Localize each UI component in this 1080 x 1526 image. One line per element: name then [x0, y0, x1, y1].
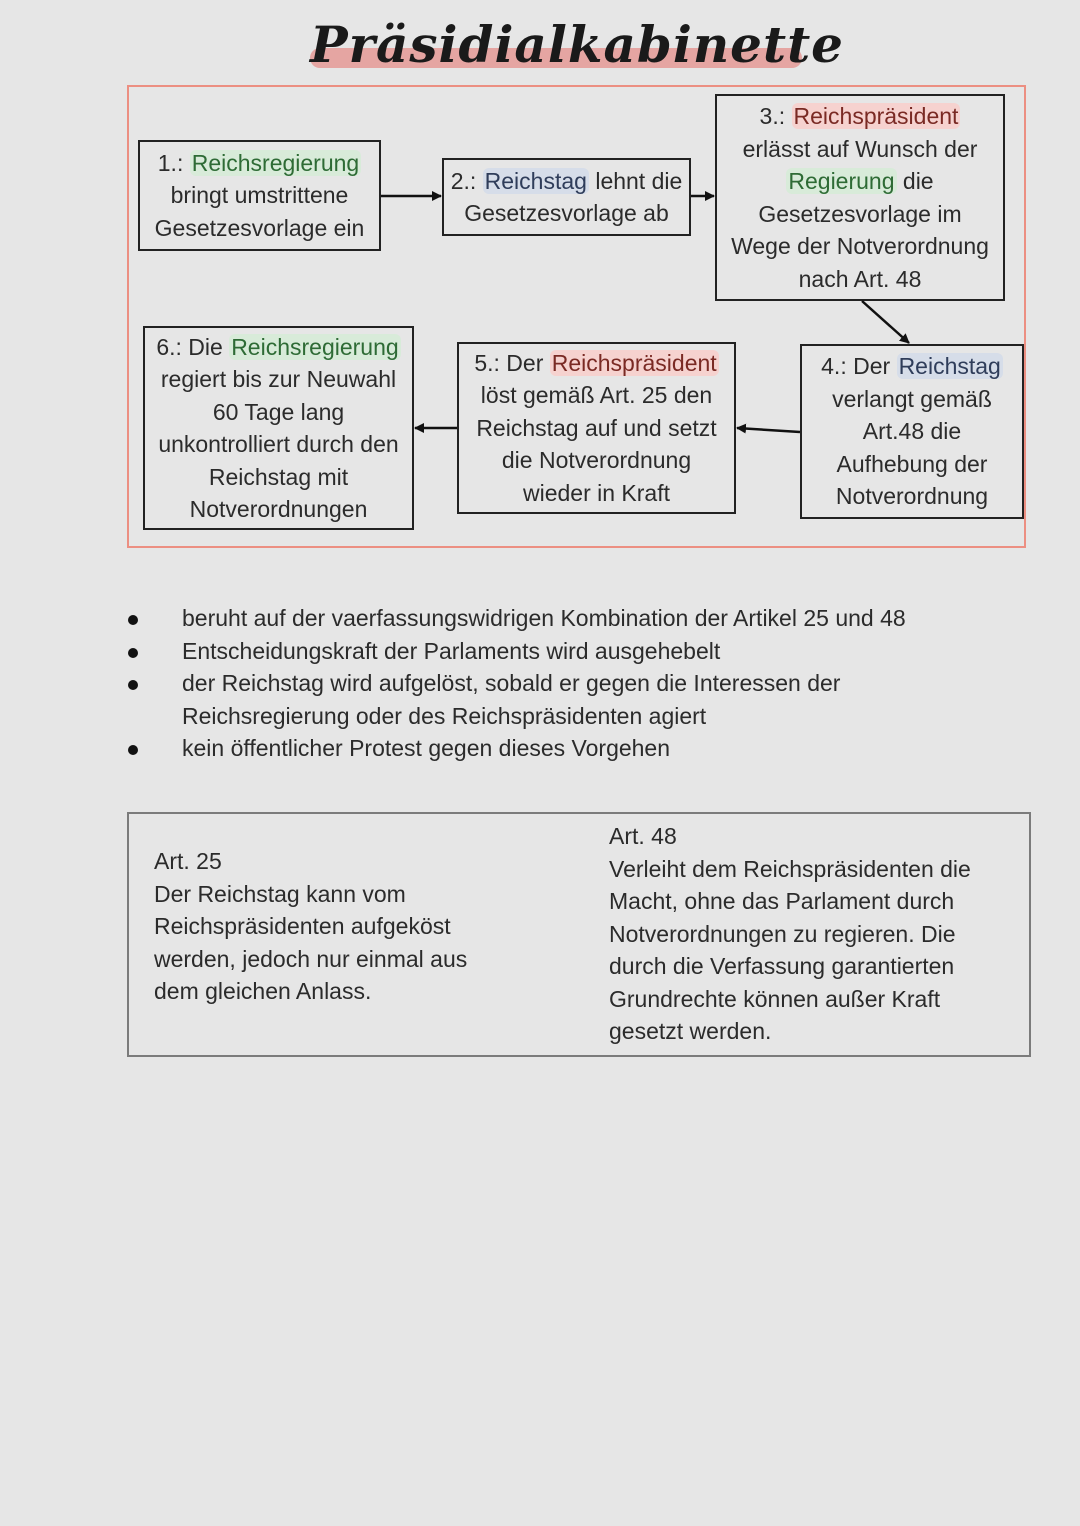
- step-5-prefix: 5.: Der: [474, 349, 550, 376]
- article-25-heading: Art. 25: [154, 848, 222, 874]
- article-25-text: Der Reichstag kann vom: [154, 880, 406, 907]
- article-25: [154, 845, 514, 1008]
- list-item: kein öffentlicher Protest gegen dieses Vorgehen: [120, 732, 1020, 765]
- step-3-text: Gesetzesvorlage im: [758, 200, 962, 227]
- flow-step-1: [138, 140, 381, 251]
- step-4-prefix: 4.: Der: [821, 353, 897, 380]
- step-4-text: Notverordnung: [835, 483, 989, 510]
- step-2-prefix: 2.:: [450, 167, 483, 194]
- article-48-text: Verleiht dem Reichspräsidenten die: [609, 855, 971, 882]
- step-2-text: Gesetzesvorlage ab: [464, 200, 669, 226]
- step-2-suffix: lehnt die: [588, 167, 683, 194]
- step-3-text: die: [896, 168, 934, 194]
- step-5-text: Reichstag auf und setzt: [476, 414, 717, 441]
- step-3-text: Wege der Notverordnung: [731, 233, 989, 259]
- step-6-actor: Reichsregierung: [231, 333, 399, 360]
- list-item: der Reichstag wird aufgelöst, sobald er gegen die Interessen der Reichsregierung oder des Reichspräsidenten agiert: [120, 667, 1020, 732]
- step-4-text: Aufhebung der: [836, 450, 988, 477]
- article-48-text: Macht, ohne das Parlament durch: [609, 888, 955, 914]
- step-2-actor: Reichstag: [484, 167, 587, 194]
- article-48: [609, 820, 1009, 1048]
- articles-box: [127, 812, 1031, 1057]
- step-3-secondary-actor: Regierung: [788, 168, 895, 194]
- step-3-actor: Reichspräsident: [793, 103, 959, 129]
- article-25-text: dem gleichen Anlass.: [154, 978, 372, 1004]
- page-title: Präsidialkabinette: [310, 15, 844, 74]
- step-6-prefix: 6.: Die: [156, 333, 230, 360]
- step-1-prefix: 1.:: [157, 149, 190, 176]
- bullet-icon: [128, 615, 138, 625]
- step-6-text: unkontrolliert durch den: [158, 431, 399, 457]
- article-48-text: Grundrechte können außer Kraft: [609, 985, 941, 1012]
- flow-step-2: [442, 158, 691, 236]
- step-5-text: löst gemäß Art. 25 den: [480, 382, 713, 409]
- step-6-text: 60 Tage lang: [212, 398, 345, 425]
- bullet-icon: [128, 745, 138, 755]
- list-item: beruht auf der vaerfassungswidrigen Kombination der Artikel 25 und 48: [120, 602, 1020, 635]
- article-48-heading: Art. 48: [609, 823, 677, 849]
- article-48-text: durch die Verfassung garantierten: [609, 953, 955, 979]
- step-4-actor: Reichstag: [898, 353, 1001, 380]
- flow-step-6: [143, 326, 414, 530]
- step-1-text: bringt umstrittene: [170, 182, 349, 209]
- step-6-text: Notverordnungen: [189, 496, 368, 522]
- step-1-text: Gesetzesvorlage ein: [154, 214, 365, 241]
- step-3-prefix: 3.:: [759, 103, 792, 129]
- article-48-text: Notverordnungen zu regieren. Die: [609, 920, 956, 947]
- list-item: Entscheidungskraft der Parlaments wird ausgehebelt: [120, 635, 1020, 668]
- step-1-actor: Reichsregierung: [191, 149, 360, 176]
- article-48-text: gesetzt werden.: [609, 1018, 772, 1044]
- article-25-text: Reichspräsidenten aufgeköst: [154, 913, 451, 939]
- page-title-area: [310, 14, 844, 76]
- bullet-list: [120, 602, 1020, 765]
- step-5-actor: Reichspräsident: [551, 349, 717, 376]
- step-5-text: die Notverordnung: [501, 447, 692, 474]
- step-3-text: nach Art. 48: [798, 265, 922, 292]
- step-6-text: regiert bis zur Neuwahl: [160, 366, 397, 392]
- bullet-icon: [128, 680, 138, 690]
- flow-step-5: [457, 342, 736, 514]
- step-3-text: erlässt auf Wunsch der: [742, 135, 978, 162]
- flow-step-3: [715, 94, 1005, 301]
- flow-step-4: [800, 344, 1024, 519]
- step-4-text: verlangt gemäß: [832, 385, 992, 412]
- step-4-text: Art.48 die: [862, 418, 962, 445]
- bullet-icon: [128, 648, 138, 658]
- article-25-text: werden, jedoch nur einmal aus: [154, 945, 468, 972]
- step-5-text: wieder in Kraft: [522, 479, 670, 506]
- step-6-text: Reichstag mit: [208, 463, 349, 490]
